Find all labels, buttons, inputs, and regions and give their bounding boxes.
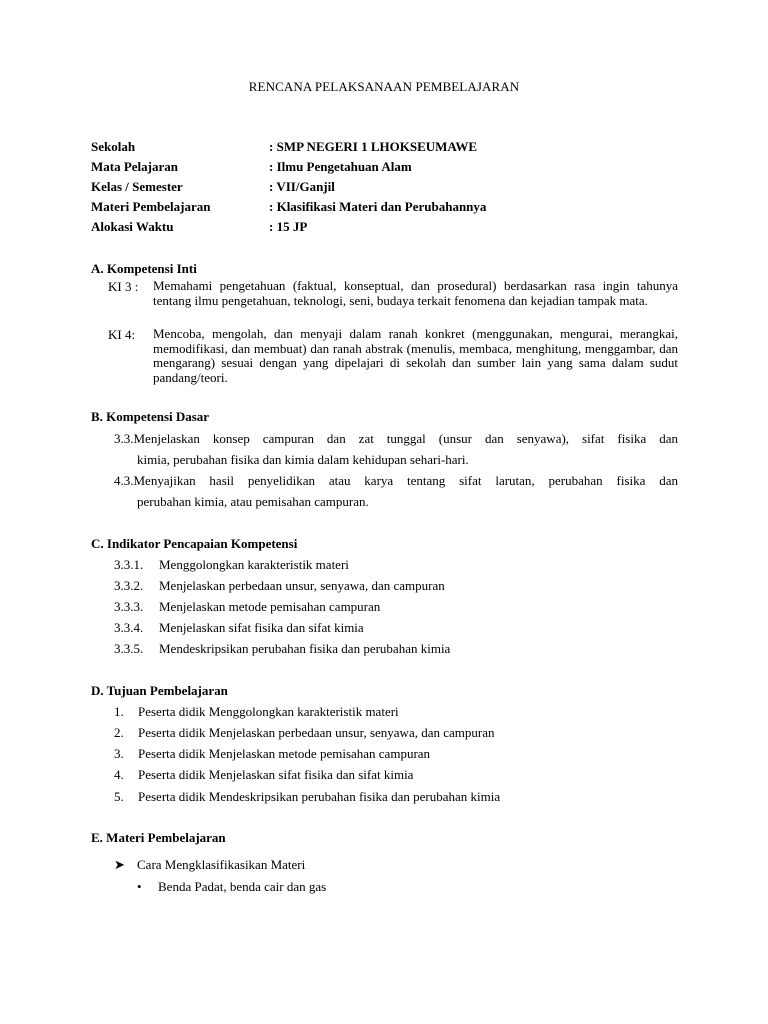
section-d-heading: D. Tujuan Pembelajaran — [91, 683, 228, 698]
ki-code: KI 3 : — [108, 279, 139, 294]
list-number: 1. — [114, 704, 124, 719]
list-number: 4. — [114, 767, 124, 782]
identity-value: : Klasifikasi Materi dan Perubahannya — [269, 199, 487, 214]
kd-line: perubahan kimia, atau pemisahan campuran. — [137, 494, 369, 509]
bullet-dot-icon: • — [137, 879, 142, 894]
identity-label: Mata Pelajaran — [91, 159, 179, 174]
identity-value: : 15 JP — [269, 219, 308, 234]
identity-value: : Ilmu Pengetahuan Alam — [269, 159, 412, 174]
arrow-bullet-icon: ➤ — [114, 857, 125, 872]
section-b-heading: B. Kompetensi Dasar — [91, 409, 210, 424]
identity-label: Sekolah — [91, 139, 136, 154]
document-title: RENCANA PELAKSANAAN PEMBELAJARAN — [248, 79, 520, 94]
identity-label: Alokasi Waktu — [91, 219, 174, 234]
list-text: Peserta didik Menggolongkan karakteristik materi — [138, 704, 399, 719]
list-number: 2. — [114, 725, 124, 740]
kd-item — [114, 428, 678, 470]
list-text: Benda Padat, benda cair dan gas — [158, 879, 327, 894]
list-text: Mendeskripsikan perubahan fisika dan perubahan kimia — [159, 641, 451, 656]
section-e-heading: E. Materi Pembelajaran — [91, 830, 226, 845]
list-text: Menjelaskan sifat fisika dan sifat kimia — [159, 620, 364, 635]
list-number: 3.3.2. — [114, 578, 144, 593]
list-text: Menjelaskan metode pemisahan campuran — [159, 599, 381, 614]
list-text: Menjelaskan perbedaan unsur, senyawa, dan campuran — [159, 578, 445, 593]
kd-line: 4.3.Menyajikan hasil penyelidikan atau karya tentang sifat larutan, perubahan fisika dan — [114, 473, 678, 488]
list-text: Peserta didik Menjelaskan metode pemisahan campuran — [138, 746, 431, 761]
section-c-heading: C. Indikator Pencapaian Kompetensi — [91, 536, 298, 551]
list-number: 3. — [114, 746, 124, 761]
list-number: 3.3.3. — [114, 599, 144, 614]
list-number: 5. — [114, 789, 124, 804]
kd-line: kimia, perubahan fisika dan kimia dalam kehidupan sehari-hari. — [137, 452, 469, 467]
list-text: Peserta didik Mendeskripsikan perubahan fisika dan perubahan kimia — [138, 789, 501, 804]
kd-line: 3.3.Menjelaskan konsep campuran dan zat tunggal (unsur dan senyawa), sifat fisika dan — [114, 431, 678, 446]
ki-code: KI 4: — [108, 327, 136, 342]
section-a-heading: A. Kompetensi Inti — [91, 261, 197, 276]
identity-value: : SMP NEGERI 1 LHOKSEUMAWE — [269, 139, 478, 154]
ki-text: Mencoba, mengolah, dan menyaji dalam ranah konkret (menggunakan, mengurai, merangkai, memodifikasi, dan membuat) dan ranah abstrak (menulis, membaca, menghitung, menggambar, dan mengarang) sesuai dengan yang dipelajari di sekolah dan sumber lain yang sama dalam sudut pandang/teori. — [153, 326, 678, 385]
list-number: 3.3.1. — [114, 557, 144, 572]
list-text: Menggolongkan karakteristik materi — [159, 557, 349, 572]
list-number: 3.3.4. — [114, 620, 144, 635]
list-number: 3.3.5. — [114, 641, 144, 656]
list-text: Cara Mengklasifikasikan Materi — [137, 857, 306, 872]
identity-label: Kelas / Semester — [91, 179, 183, 194]
ki-text: Memahami pengetahuan (faktual, konseptual, dan prosedural) berdasarkan rasa ingin tahunya tentang ilmu pengetahuan, teknologi, seni, budaya terkait fenomena dan kejadian tampak mata. — [153, 278, 678, 308]
identity-label: Materi Pembelajaran — [91, 199, 211, 214]
list-text: Peserta didik Menjelaskan perbedaan unsur, senyawa, dan campuran — [138, 725, 495, 740]
kd-item — [114, 470, 678, 512]
identity-value: : VII/Ganjil — [269, 179, 335, 194]
list-text: Peserta didik Menjelaskan sifat fisika dan sifat kimia — [138, 767, 414, 782]
